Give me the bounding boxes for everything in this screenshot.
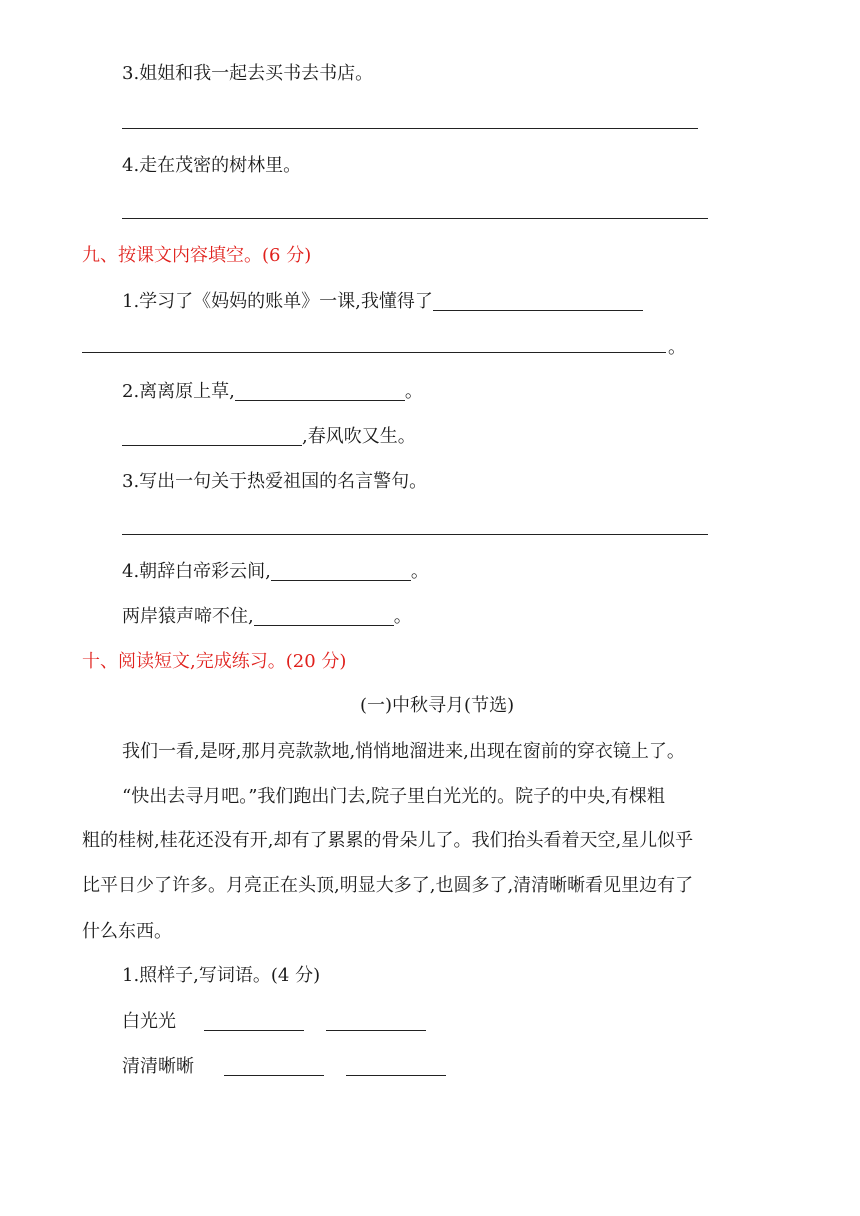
- question-8-4: 4.走在茂密的树林里。: [122, 155, 302, 176]
- passage-title: (一)中秋寻月(节选): [360, 695, 515, 716]
- blank-10-1d[interactable]: [346, 1075, 446, 1076]
- blank-9-4a[interactable]: [271, 562, 411, 581]
- period-9-4a: 。: [410, 561, 429, 582]
- question-8-3: 3.姐姐和我一起去买书去书店。: [122, 63, 374, 84]
- question-9-4a-text: 4.朝辞白帝彩云间,: [122, 561, 271, 582]
- answer-line-9-1b[interactable]: [82, 352, 666, 353]
- question-9-2b-text: ,春风吹又生。: [302, 426, 416, 447]
- question-9-2a-text: 2.离离原上草,: [122, 381, 235, 402]
- passage-paragraph-2-line-3: 比平日少了许多。月亮正在头顶,明显大多了,也圆多了,清清晰晰看见里边有了: [82, 875, 694, 896]
- blank-9-2b[interactable]: [122, 427, 302, 446]
- question-10-1: 1.照样子,写词语。(4 分): [122, 965, 321, 986]
- answer-line-8-4[interactable]: [122, 218, 708, 219]
- answer-line-8-3[interactable]: [122, 128, 698, 129]
- question-9-1: [122, 290, 643, 314]
- passage-paragraph-2-line-4: 什么东西。: [82, 921, 172, 942]
- blank-10-1b[interactable]: [326, 1030, 426, 1031]
- question-9-4b-text: 两岸猿声啼不住,: [122, 606, 254, 627]
- example-word-2: 清清晰晰: [122, 1056, 194, 1077]
- blank-10-1a[interactable]: [204, 1030, 304, 1031]
- question-9-4b: [122, 605, 412, 629]
- blank-9-2a[interactable]: [235, 382, 405, 401]
- section-10-heading: 十、阅读短文,完成练习。(20 分): [82, 651, 347, 672]
- question-9-2a: [122, 380, 423, 404]
- example-word-1: 白光光: [122, 1011, 176, 1032]
- question-9-4a: [122, 560, 429, 584]
- blank-9-1a[interactable]: [433, 292, 643, 311]
- period-9-1: 。: [668, 337, 686, 358]
- question-9-3: 3.写出一句关于热爱祖国的名言警句。: [122, 471, 428, 492]
- answer-line-9-3[interactable]: [122, 534, 708, 535]
- blank-9-4b[interactable]: [254, 607, 394, 626]
- section-9-heading: 九、按课文内容填空。(6 分): [82, 245, 312, 266]
- question-9-1-text: 1.学习了《妈妈的账单》一课,我懂得了: [122, 291, 433, 312]
- passage-paragraph-2-line-2: 粗的桂树,桂花还没有开,却有了累累的骨朵儿了。我们抬头看着天空,星儿似乎: [82, 830, 694, 851]
- passage-paragraph-2-line-1: “快出去寻月吧。”我们跑出门去,院子里白光光的。院子的中央,有棵粗: [122, 786, 665, 807]
- passage-paragraph-1: 我们一看,是呀,那月亮款款地,悄悄地溜进来,出现在窗前的穿衣镜上了。: [122, 741, 685, 762]
- period-9-2a: 。: [404, 381, 423, 402]
- period-9-4b: 。: [393, 606, 412, 627]
- question-9-2b: [122, 425, 416, 449]
- blank-10-1c[interactable]: [224, 1075, 324, 1076]
